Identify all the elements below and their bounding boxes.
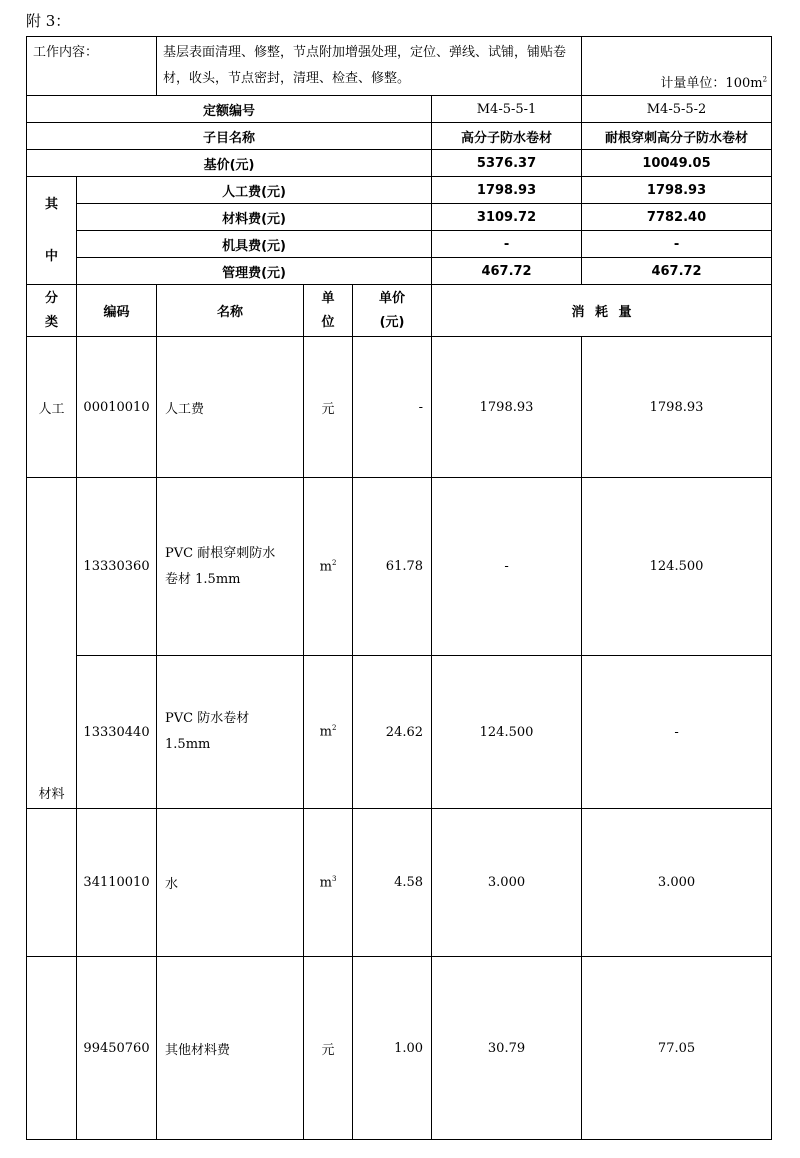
table-row — [27, 337, 772, 478]
row-unit — [304, 478, 353, 656]
quota-code-1: M4-5-5-1 — [432, 96, 582, 123]
work-content-description: 基层表面清理、修整，节点附加增强处理，定位、弹线、试铺，铺贴卷材，收头，节点密封，清理、检查、修整。 — [157, 37, 582, 96]
row-consumption-2: 3.000 — [582, 809, 772, 957]
row-unit-text: m — [319, 724, 332, 740]
row-consumption-2: 124.500 — [582, 478, 772, 656]
row-unit-text: m — [319, 559, 332, 575]
labor-cost-1: 1798.93 — [432, 177, 582, 204]
price-header-line-1: 单价 — [379, 290, 406, 306]
row-unit — [304, 337, 353, 478]
measurement-unit-sup: 2 — [762, 75, 768, 84]
row-category: 人工 — [27, 337, 77, 478]
category-header — [27, 285, 77, 337]
of-which-label — [27, 177, 77, 285]
material-cost-label: 材料费(元) — [77, 204, 432, 231]
row-unit — [304, 656, 353, 809]
quota-code-2: M4-5-5-2 — [582, 96, 772, 123]
row-name-line: PVC 耐根穿刺防水 — [165, 545, 276, 561]
table-row — [27, 478, 772, 656]
row-price: - — [353, 337, 432, 478]
row-name — [157, 337, 304, 478]
row-name — [157, 957, 304, 1140]
of-which-char-2: 中 — [44, 248, 58, 264]
work-content-label: 工作内容： — [27, 37, 157, 96]
row-consumption-2: - — [582, 656, 772, 809]
category-header-char-2: 类 — [44, 314, 58, 330]
row-name-line: PVC 防水卷材 — [165, 711, 250, 726]
row-consumption-2: 77.05 — [582, 957, 772, 1140]
row-unit-sup: 2 — [331, 724, 337, 733]
mgmt-cost-1: 467.72 — [432, 258, 582, 285]
machine-cost-1: - — [432, 231, 582, 258]
row-price: 4.58 — [353, 809, 432, 957]
row-unit — [304, 957, 353, 1140]
mgmt-cost-2: 467.72 — [582, 258, 772, 285]
row-unit — [304, 809, 353, 957]
category-header-char-1: 分 — [44, 290, 58, 306]
row-name-line: 1.5mm — [165, 737, 211, 752]
row-code: 34110010 — [77, 809, 157, 957]
row-consumption-1: 30.79 — [432, 957, 582, 1140]
row-consumption-2: 1798.93 — [582, 337, 772, 478]
quota-no-label: 定额编号 — [27, 96, 432, 123]
unit-header — [304, 285, 353, 337]
mgmt-cost-label: 管理费(元) — [77, 258, 432, 285]
row-name-line: 人工费 — [165, 401, 205, 417]
row-unit-text: m — [319, 875, 332, 891]
labor-cost-label: 人工费(元) — [77, 177, 432, 204]
row-code: 99450760 — [77, 957, 157, 1140]
row-code: 13330440 — [77, 656, 157, 809]
unit-header-line-2: 位 — [321, 314, 335, 330]
row-price: 1.00 — [353, 957, 432, 1140]
row-consumption-1: 3.000 — [432, 809, 582, 957]
table-row — [27, 656, 772, 809]
row-name-line: 其他材料费 — [165, 1042, 231, 1058]
row-unit-text: 元 — [321, 1042, 335, 1058]
material-cost-2: 7782.40 — [582, 204, 772, 231]
row-price: 24.62 — [353, 656, 432, 809]
row-category — [27, 809, 77, 957]
row-consumption-1: 124.500 — [432, 656, 582, 809]
measurement-unit — [582, 37, 772, 96]
table-row — [27, 809, 772, 957]
row-code: 00010010 — [77, 337, 157, 478]
row-consumption-1: 1798.93 — [432, 337, 582, 478]
item-name-1: 高分子防水卷材 — [432, 123, 582, 150]
measurement-unit-label: 计量单位：100m — [660, 76, 763, 91]
base-price-1: 5376.37 — [432, 150, 582, 177]
machine-cost-2: - — [582, 231, 772, 258]
consumption-header: 消 耗 量 — [432, 285, 772, 337]
item-name-label: 子目名称 — [27, 123, 432, 150]
base-price-2: 10049.05 — [582, 150, 772, 177]
row-consumption-1: - — [432, 478, 582, 656]
row-unit-sup: 2 — [331, 558, 337, 567]
row-unit-text: 元 — [321, 401, 335, 417]
material-cost-1: 3109.72 — [432, 204, 582, 231]
table-row — [27, 957, 772, 1140]
row-category-material: 材料 — [27, 478, 77, 809]
unit-header-line-1: 单 — [321, 290, 335, 306]
row-name — [157, 656, 304, 809]
row-code: 13330360 — [77, 478, 157, 656]
item-name-2: 耐根穿刺高分子防水卷材 — [582, 123, 772, 150]
name-header: 名称 — [157, 285, 304, 337]
quota-table — [26, 36, 772, 1140]
price-header-line-2: (元) — [379, 314, 405, 330]
row-name — [157, 478, 304, 656]
row-price: 61.78 — [353, 478, 432, 656]
of-which-char-1: 其 — [44, 196, 58, 212]
code-header: 编码 — [77, 285, 157, 337]
row-category — [27, 957, 77, 1140]
row-name — [157, 809, 304, 957]
row-unit-sup: 3 — [331, 874, 337, 883]
base-price-label: 基价(元) — [27, 150, 432, 177]
price-header — [353, 285, 432, 337]
appendix-label: 附 3： — [26, 12, 71, 30]
labor-cost-2: 1798.93 — [582, 177, 772, 204]
row-name-line: 水 — [165, 877, 179, 892]
machine-cost-label: 机具费(元) — [77, 231, 432, 258]
row-name-line: 卷材 1.5mm — [165, 571, 241, 587]
